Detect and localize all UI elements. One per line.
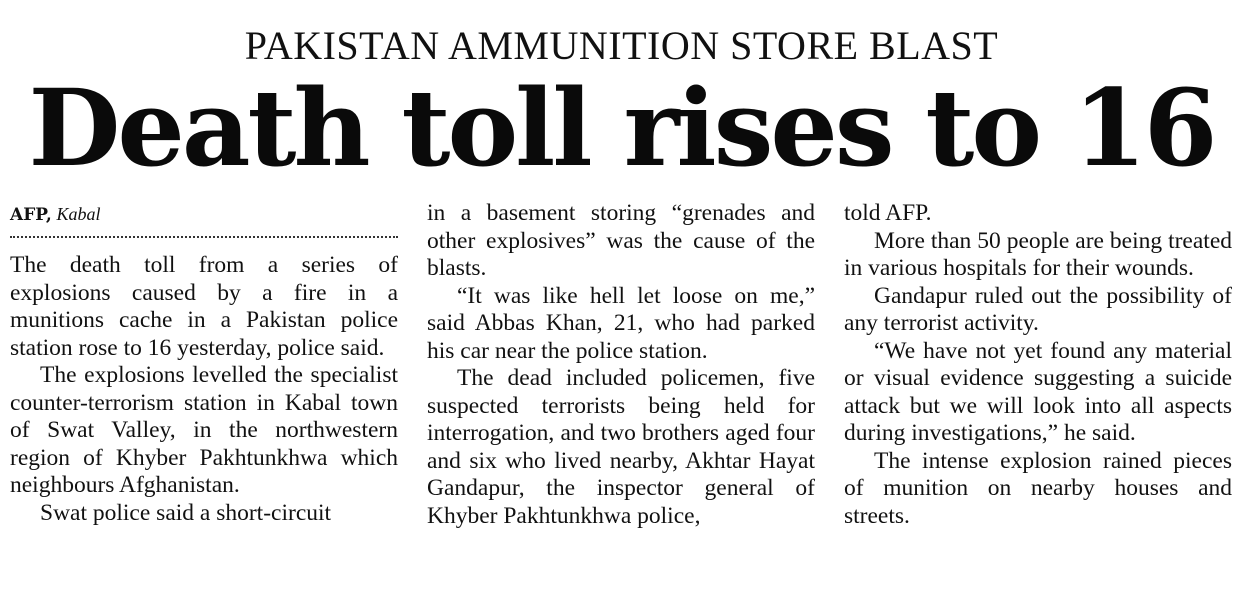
byline-divider bbox=[10, 236, 398, 238]
column-1-body bbox=[10, 252, 398, 527]
paragraph: “We have not yet found any material or visual evidence suggesting a suicide attack but we will look into all aspects during investigations,” he said. bbox=[844, 337, 1232, 446]
paragraph: Swat police said a short-circuit bbox=[40, 499, 332, 526]
paragraph: The death toll from a series of explosions caused by a fire in a munitions cache in a Pakistan police station rose to 16 yesterday, police said. bbox=[10, 252, 398, 361]
byline-place: Kabal bbox=[56, 204, 101, 224]
paragraph: More than 50 people are being treated in various hospitals for their wounds. bbox=[844, 227, 1232, 281]
paragraph: told AFP. bbox=[844, 200, 932, 226]
column-3-body bbox=[844, 200, 1232, 530]
main-headline: Death toll rises to 16 bbox=[28, 65, 1215, 190]
paragraph: The explosions levelled the specialist counter-terrorism station in Kabal town of Swat Valley, in the northwestern region of Khyber Pakhtunkhwa which neighbours Afghanistan. bbox=[10, 362, 398, 498]
article-column-1 bbox=[10, 200, 398, 527]
byline bbox=[10, 200, 398, 228]
paragraph: Gandapur ruled out the possibility of any terrorist activity. bbox=[844, 282, 1232, 336]
paragraph: “It was like hell let loose on me,” said Abbas Khan, 21, who had parked his car near the police station. bbox=[427, 282, 815, 364]
article-column-2 bbox=[427, 200, 815, 530]
paragraph: The dead included policemen, five suspected terrorists being held for interrogation, and two brothers aged four and six who lived nearby, Akhtar Hayat Gandapur, the inspector general of Khyber Pakhtunkhwa police, bbox=[427, 365, 815, 529]
paragraph: The intense explosion rained pieces of munition on nearby houses and streets. bbox=[844, 447, 1232, 529]
column-2-body bbox=[427, 200, 815, 530]
article-column-3 bbox=[844, 200, 1232, 530]
paragraph: in a basement storing “grenades and other explosives” was the cause of the blasts. bbox=[427, 200, 815, 281]
kicker-headline: PAKISTAN AMMUNITION STORE BLAST bbox=[244, 23, 999, 68]
byline-agency: AFP, bbox=[10, 205, 52, 225]
